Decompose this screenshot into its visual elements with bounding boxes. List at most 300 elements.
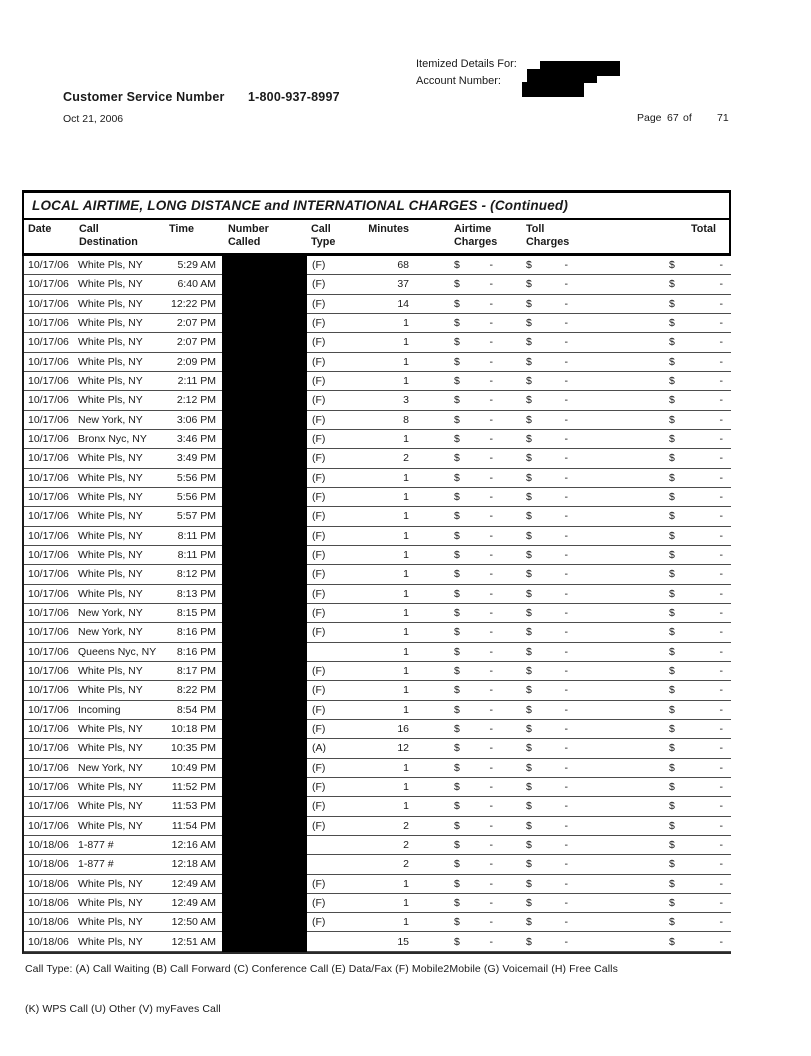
table-row bbox=[24, 527, 731, 546]
cell-toll-value: - bbox=[564, 684, 568, 697]
cell-airtime bbox=[412, 491, 496, 503]
cell-airtime-value: - bbox=[489, 452, 493, 465]
cell-minutes: 1 bbox=[403, 433, 409, 446]
cell-date: 10/17/06 bbox=[28, 375, 69, 388]
cell-airtime-currency: $ bbox=[454, 568, 460, 581]
cell-toll-currency: $ bbox=[526, 297, 532, 310]
cell-airtime-value: - bbox=[489, 375, 493, 388]
cell-minutes: 1 bbox=[403, 665, 409, 678]
table-body bbox=[22, 256, 731, 954]
col-header-airtime-charges: Airtime Charges bbox=[454, 223, 498, 248]
cell-total-currency: $ bbox=[669, 413, 675, 426]
cell-total bbox=[571, 510, 726, 522]
cell-toll-currency: $ bbox=[526, 587, 532, 600]
cell-toll-value: - bbox=[564, 742, 568, 755]
cell-toll-currency: $ bbox=[526, 819, 532, 832]
page-current: 67 bbox=[667, 112, 679, 124]
table-row bbox=[24, 817, 731, 836]
cell-toll-currency: $ bbox=[526, 355, 532, 368]
cell-airtime-currency: $ bbox=[454, 549, 460, 562]
cell-toll-value: - bbox=[564, 529, 568, 542]
cell-toll bbox=[496, 839, 571, 851]
cell-destination: White Pls, NY bbox=[78, 259, 143, 272]
cell-total bbox=[571, 317, 726, 329]
cell-airtime-value: - bbox=[489, 742, 493, 755]
cell-airtime-currency: $ bbox=[454, 259, 460, 272]
cell-airtime-value: - bbox=[489, 781, 493, 794]
cell-toll bbox=[496, 549, 571, 561]
cell-total-currency: $ bbox=[669, 336, 675, 349]
cell-call-type: (F) bbox=[312, 761, 326, 774]
cell-toll-currency: $ bbox=[526, 568, 532, 581]
cell-total bbox=[571, 472, 726, 484]
cell-time: 2:07 PM bbox=[176, 336, 216, 349]
cell-total-value: - bbox=[719, 626, 723, 639]
cell-airtime bbox=[412, 878, 496, 890]
cell-airtime-value: - bbox=[489, 278, 493, 291]
cell-total-currency: $ bbox=[669, 781, 675, 794]
cell-airtime bbox=[412, 356, 496, 368]
col-header-time: Time bbox=[169, 223, 195, 235]
cell-destination: White Pls, NY bbox=[78, 375, 143, 388]
table-row bbox=[24, 855, 731, 874]
cell-date: 10/17/06 bbox=[28, 665, 69, 678]
cell-date: 10/18/06 bbox=[28, 877, 69, 890]
page-total: 71 bbox=[717, 112, 729, 124]
cell-toll bbox=[496, 317, 571, 329]
cell-airtime-value: - bbox=[489, 529, 493, 542]
cell-destination: New York, NY bbox=[78, 626, 143, 639]
cell-toll-currency: $ bbox=[526, 549, 532, 562]
cell-destination: White Pls, NY bbox=[78, 568, 143, 581]
cell-airtime-currency: $ bbox=[454, 781, 460, 794]
cell-total-currency: $ bbox=[669, 568, 675, 581]
cell-airtime bbox=[412, 781, 496, 793]
cell-total bbox=[571, 878, 726, 890]
cell-toll-value: - bbox=[564, 896, 568, 909]
cell-total bbox=[571, 414, 726, 426]
cell-time: 3:49 PM bbox=[176, 452, 216, 465]
cell-time: 2:11 PM bbox=[177, 375, 216, 388]
table-row bbox=[24, 488, 731, 507]
cell-total bbox=[571, 665, 726, 677]
table-row bbox=[24, 836, 731, 855]
table-row bbox=[24, 314, 731, 333]
cell-airtime-currency: $ bbox=[454, 471, 460, 484]
cell-total bbox=[571, 897, 726, 909]
cell-toll-value: - bbox=[564, 549, 568, 562]
table-row bbox=[24, 469, 731, 488]
cell-destination: White Pls, NY bbox=[78, 935, 143, 948]
cell-total-currency: $ bbox=[669, 587, 675, 600]
cell-toll-currency: $ bbox=[526, 471, 532, 484]
cell-date: 10/17/06 bbox=[28, 645, 69, 658]
cell-destination: White Pls, NY bbox=[78, 471, 143, 484]
cell-total-value: - bbox=[719, 935, 723, 948]
cell-destination: White Pls, NY bbox=[78, 529, 143, 542]
table-row bbox=[24, 701, 731, 720]
cell-toll-currency: $ bbox=[526, 839, 532, 851]
cell-total bbox=[571, 588, 726, 600]
cell-date: 10/17/06 bbox=[28, 781, 69, 794]
cell-time: 12:16 AM bbox=[171, 839, 216, 851]
cell-destination: White Pls, NY bbox=[78, 800, 143, 813]
cell-date: 10/17/06 bbox=[28, 819, 69, 832]
cell-airtime-currency: $ bbox=[454, 723, 460, 736]
cell-total-currency: $ bbox=[669, 452, 675, 465]
cell-date: 10/17/06 bbox=[28, 626, 69, 639]
cell-toll-value: - bbox=[564, 433, 568, 446]
cell-total-currency: $ bbox=[669, 684, 675, 697]
cell-total-value: - bbox=[719, 529, 723, 542]
cell-destination: White Pls, NY bbox=[78, 491, 143, 504]
cell-airtime bbox=[412, 549, 496, 561]
cell-airtime-value: - bbox=[489, 510, 493, 523]
cell-toll-currency: $ bbox=[526, 452, 532, 465]
cell-minutes: 1 bbox=[403, 317, 409, 330]
cell-total-currency: $ bbox=[669, 645, 675, 658]
cell-destination: White Pls, NY bbox=[78, 896, 143, 909]
table-row bbox=[24, 759, 731, 778]
cell-call-type: (F) bbox=[312, 413, 326, 426]
cell-airtime-currency: $ bbox=[454, 761, 460, 774]
cell-airtime bbox=[412, 568, 496, 580]
cell-total-currency: $ bbox=[669, 703, 675, 716]
cell-total-currency: $ bbox=[669, 916, 675, 929]
cell-airtime bbox=[412, 588, 496, 600]
cell-total-value: - bbox=[719, 858, 723, 871]
cell-airtime-value: - bbox=[489, 336, 493, 349]
cell-destination: New York, NY bbox=[78, 413, 143, 426]
cell-minutes: 2 bbox=[403, 819, 409, 832]
cell-toll-value: - bbox=[564, 935, 568, 948]
cell-airtime-value: - bbox=[489, 839, 493, 851]
cell-airtime bbox=[412, 278, 496, 290]
cell-total-currency: $ bbox=[669, 510, 675, 523]
cell-airtime-currency: $ bbox=[454, 916, 460, 929]
cell-airtime bbox=[412, 704, 496, 716]
cell-airtime-currency: $ bbox=[454, 355, 460, 368]
cell-total-currency: $ bbox=[669, 491, 675, 504]
cell-total-currency: $ bbox=[669, 433, 675, 446]
cell-time: 8:17 PM bbox=[176, 665, 216, 678]
cell-call-type: (F) bbox=[312, 877, 326, 890]
cell-toll-value: - bbox=[564, 568, 568, 581]
cell-destination: 1-877 # bbox=[78, 839, 114, 851]
cell-total-currency: $ bbox=[669, 626, 675, 639]
cell-airtime-currency: $ bbox=[454, 394, 460, 407]
cell-airtime-value: - bbox=[489, 645, 493, 658]
table-row bbox=[24, 797, 731, 816]
cell-toll bbox=[496, 626, 571, 638]
cell-date: 10/17/06 bbox=[28, 336, 69, 349]
cell-toll bbox=[496, 858, 571, 870]
cell-date: 10/17/06 bbox=[28, 471, 69, 484]
cell-total-currency: $ bbox=[669, 297, 675, 310]
number-called-redaction bbox=[222, 256, 307, 952]
cell-time: 11:53 PM bbox=[171, 800, 216, 813]
cell-airtime-value: - bbox=[489, 587, 493, 600]
cell-time: 5:57 PM bbox=[176, 510, 216, 523]
cell-call-type: (F) bbox=[312, 355, 326, 368]
table-row bbox=[24, 430, 731, 449]
cell-airtime-currency: $ bbox=[454, 742, 460, 755]
cell-toll-currency: $ bbox=[526, 916, 532, 929]
cell-toll-value: - bbox=[564, 626, 568, 639]
cell-minutes: 2 bbox=[403, 452, 409, 465]
cell-airtime-value: - bbox=[489, 259, 493, 272]
cell-total-currency: $ bbox=[669, 607, 675, 620]
cell-call-type: (F) bbox=[312, 297, 326, 310]
cell-time: 12:51 AM bbox=[171, 935, 216, 948]
cell-toll bbox=[496, 665, 571, 677]
cell-total-currency: $ bbox=[669, 549, 675, 562]
table-row bbox=[24, 662, 731, 681]
cell-destination: Incoming bbox=[78, 703, 121, 716]
cell-toll-value: - bbox=[564, 471, 568, 484]
cell-airtime-currency: $ bbox=[454, 452, 460, 465]
cell-toll bbox=[496, 259, 571, 271]
cell-toll bbox=[496, 356, 571, 368]
cell-airtime-currency: $ bbox=[454, 413, 460, 426]
cell-toll bbox=[496, 530, 571, 542]
cell-call-type: (F) bbox=[312, 723, 326, 736]
cell-airtime bbox=[412, 936, 496, 948]
cell-time: 12:50 AM bbox=[171, 916, 216, 929]
cell-call-type: (F) bbox=[312, 433, 326, 446]
table-row bbox=[24, 932, 731, 951]
cell-airtime-currency: $ bbox=[454, 278, 460, 291]
cell-destination: White Pls, NY bbox=[78, 297, 143, 310]
cell-airtime bbox=[412, 800, 496, 812]
cell-airtime-currency: $ bbox=[454, 375, 460, 388]
cell-time: 11:54 PM bbox=[171, 819, 216, 832]
cell-airtime-currency: $ bbox=[454, 607, 460, 620]
cell-airtime-value: - bbox=[489, 761, 493, 774]
cell-toll-currency: $ bbox=[526, 684, 532, 697]
cell-airtime bbox=[412, 742, 496, 754]
cell-minutes: 1 bbox=[403, 916, 409, 929]
cell-minutes: 1 bbox=[403, 800, 409, 813]
cell-airtime-currency: $ bbox=[454, 317, 460, 330]
account-number-label: Account Number: bbox=[416, 75, 501, 87]
cell-destination: White Pls, NY bbox=[78, 278, 143, 291]
cell-minutes: 12 bbox=[397, 742, 409, 755]
cell-airtime-value: - bbox=[489, 355, 493, 368]
cell-minutes: 1 bbox=[403, 587, 409, 600]
cell-total-value: - bbox=[719, 394, 723, 407]
cell-time: 5:56 PM bbox=[176, 471, 216, 484]
cell-minutes: 1 bbox=[403, 684, 409, 697]
cell-airtime-currency: $ bbox=[454, 645, 460, 658]
cell-minutes: 8 bbox=[403, 413, 409, 426]
table-row bbox=[24, 720, 731, 739]
cell-minutes: 15 bbox=[397, 935, 409, 948]
cell-time: 3:46 PM bbox=[176, 433, 216, 446]
cell-toll-value: - bbox=[564, 916, 568, 929]
cell-total-currency: $ bbox=[669, 529, 675, 542]
cell-total bbox=[571, 858, 726, 870]
cell-total-value: - bbox=[719, 761, 723, 774]
cell-total-currency: $ bbox=[669, 896, 675, 909]
cell-toll bbox=[496, 762, 571, 774]
cell-date: 10/17/06 bbox=[28, 568, 69, 581]
cell-minutes: 14 bbox=[397, 297, 409, 310]
cell-minutes: 1 bbox=[403, 877, 409, 890]
cell-date: 10/17/06 bbox=[28, 259, 69, 272]
cell-call-type: (F) bbox=[312, 549, 326, 562]
table-title: LOCAL AIRTIME, LONG DISTANCE and INTERNATIONAL CHARGES - (Continued) bbox=[32, 198, 569, 213]
cell-date: 10/17/06 bbox=[28, 703, 69, 716]
cell-total-value: - bbox=[719, 259, 723, 272]
cell-minutes: 1 bbox=[403, 491, 409, 504]
table-header-row bbox=[22, 220, 731, 256]
cell-call-type: (F) bbox=[312, 491, 326, 504]
table-row bbox=[24, 778, 731, 797]
table-row bbox=[24, 875, 731, 894]
cell-minutes: 2 bbox=[403, 839, 409, 851]
cell-toll-currency: $ bbox=[526, 433, 532, 446]
cell-airtime-currency: $ bbox=[454, 819, 460, 832]
cell-total bbox=[571, 646, 726, 658]
cell-total bbox=[571, 800, 726, 812]
cell-time: 5:29 AM bbox=[177, 259, 216, 272]
cell-destination: White Pls, NY bbox=[78, 742, 143, 755]
cell-airtime bbox=[412, 665, 496, 677]
cell-toll-value: - bbox=[564, 375, 568, 388]
cell-time: 2:09 PM bbox=[176, 355, 216, 368]
cell-total-value: - bbox=[719, 896, 723, 909]
cell-destination: White Pls, NY bbox=[78, 355, 143, 368]
cell-toll bbox=[496, 916, 571, 928]
cell-toll bbox=[496, 800, 571, 812]
cell-total bbox=[571, 298, 726, 310]
cell-call-type: (F) bbox=[312, 375, 326, 388]
cell-total-value: - bbox=[719, 723, 723, 736]
col-header-minutes: Minutes bbox=[368, 223, 409, 235]
cell-time: 10:18 PM bbox=[171, 723, 216, 736]
call-type-legend-line1: Call Type: (A) Call Waiting (B) Call Forward (C) Conference Call (E) Data/Fax (F) Mobile2Mobile (G) Voicemail (H) Free Calls bbox=[25, 963, 618, 975]
cell-total-value: - bbox=[719, 452, 723, 465]
cell-call-type: (F) bbox=[312, 916, 326, 929]
cell-airtime-currency: $ bbox=[454, 935, 460, 948]
cell-airtime-value: - bbox=[489, 413, 493, 426]
cell-total-value: - bbox=[719, 665, 723, 678]
cell-destination: White Pls, NY bbox=[78, 452, 143, 465]
cell-toll-value: - bbox=[564, 800, 568, 813]
cell-airtime bbox=[412, 433, 496, 445]
cell-toll bbox=[496, 781, 571, 793]
cell-total-value: - bbox=[719, 355, 723, 368]
cell-toll-currency: $ bbox=[526, 626, 532, 639]
cell-airtime-value: - bbox=[489, 684, 493, 697]
itemized-details-label: Itemized Details For: bbox=[416, 58, 517, 70]
cell-destination: White Pls, NY bbox=[78, 665, 143, 678]
cell-toll bbox=[496, 742, 571, 754]
cell-minutes: 3 bbox=[403, 394, 409, 407]
cell-toll bbox=[496, 278, 571, 290]
cell-minutes: 1 bbox=[403, 471, 409, 484]
cell-toll bbox=[496, 684, 571, 696]
cell-time: 12:18 AM bbox=[171, 858, 216, 871]
cell-toll-currency: $ bbox=[526, 896, 532, 909]
charges-table bbox=[22, 190, 731, 954]
cell-total bbox=[571, 375, 726, 387]
cell-call-type: (F) bbox=[312, 684, 326, 697]
cell-date: 10/17/06 bbox=[28, 723, 69, 736]
cell-date: 10/18/06 bbox=[28, 916, 69, 929]
cell-airtime-value: - bbox=[489, 896, 493, 909]
cell-airtime bbox=[412, 684, 496, 696]
cell-toll-currency: $ bbox=[526, 800, 532, 813]
cell-destination: New York, NY bbox=[78, 761, 143, 774]
cell-total-currency: $ bbox=[669, 761, 675, 774]
cell-airtime bbox=[412, 530, 496, 542]
cell-total-currency: $ bbox=[669, 317, 675, 330]
cell-toll-currency: $ bbox=[526, 645, 532, 658]
table-row bbox=[24, 913, 731, 932]
cell-minutes: 2 bbox=[403, 858, 409, 871]
table-row bbox=[24, 333, 731, 352]
cell-toll bbox=[496, 336, 571, 348]
cell-call-type: (F) bbox=[312, 259, 326, 272]
cell-minutes: 1 bbox=[403, 645, 409, 658]
customer-service-number: 1-800-937-8997 bbox=[248, 90, 340, 104]
cell-toll bbox=[496, 414, 571, 426]
cell-total-value: - bbox=[719, 587, 723, 600]
cell-call-type: (F) bbox=[312, 278, 326, 291]
cell-total-currency: $ bbox=[669, 375, 675, 388]
cell-toll-value: - bbox=[564, 858, 568, 871]
cell-time: 8:16 PM bbox=[176, 626, 216, 639]
cell-minutes: 1 bbox=[403, 336, 409, 349]
cell-date: 10/17/06 bbox=[28, 433, 69, 446]
cell-airtime-value: - bbox=[489, 819, 493, 832]
table-title-bar bbox=[22, 190, 731, 220]
cell-minutes: 1 bbox=[403, 761, 409, 774]
cell-call-type: (F) bbox=[312, 336, 326, 349]
table-row bbox=[24, 256, 731, 275]
cell-total-currency: $ bbox=[669, 858, 675, 871]
cell-toll bbox=[496, 897, 571, 909]
cell-airtime-value: - bbox=[489, 935, 493, 948]
cell-airtime bbox=[412, 472, 496, 484]
cell-minutes: 1 bbox=[403, 703, 409, 716]
table-row bbox=[24, 894, 731, 913]
table-row bbox=[24, 604, 731, 623]
cell-toll-value: - bbox=[564, 645, 568, 658]
cell-call-type: (F) bbox=[312, 781, 326, 794]
cell-airtime bbox=[412, 375, 496, 387]
cell-destination: New York, NY bbox=[78, 607, 143, 620]
cell-toll-value: - bbox=[564, 723, 568, 736]
cell-total-value: - bbox=[719, 568, 723, 581]
cell-destination: Queens Nyc, NY bbox=[78, 645, 157, 658]
cell-airtime bbox=[412, 259, 496, 271]
cell-toll-value: - bbox=[564, 665, 568, 678]
cell-date: 10/18/06 bbox=[28, 896, 69, 909]
account-holder-redaction bbox=[527, 69, 597, 83]
cell-toll-currency: $ bbox=[526, 529, 532, 542]
cell-airtime-value: - bbox=[489, 491, 493, 504]
cell-airtime bbox=[412, 820, 496, 832]
cell-date: 10/17/06 bbox=[28, 355, 69, 368]
col-header-date: Date bbox=[28, 223, 52, 235]
cell-call-type: (F) bbox=[312, 626, 326, 639]
cell-airtime-value: - bbox=[489, 858, 493, 871]
cell-toll bbox=[496, 588, 571, 600]
cell-toll-value: - bbox=[564, 703, 568, 716]
